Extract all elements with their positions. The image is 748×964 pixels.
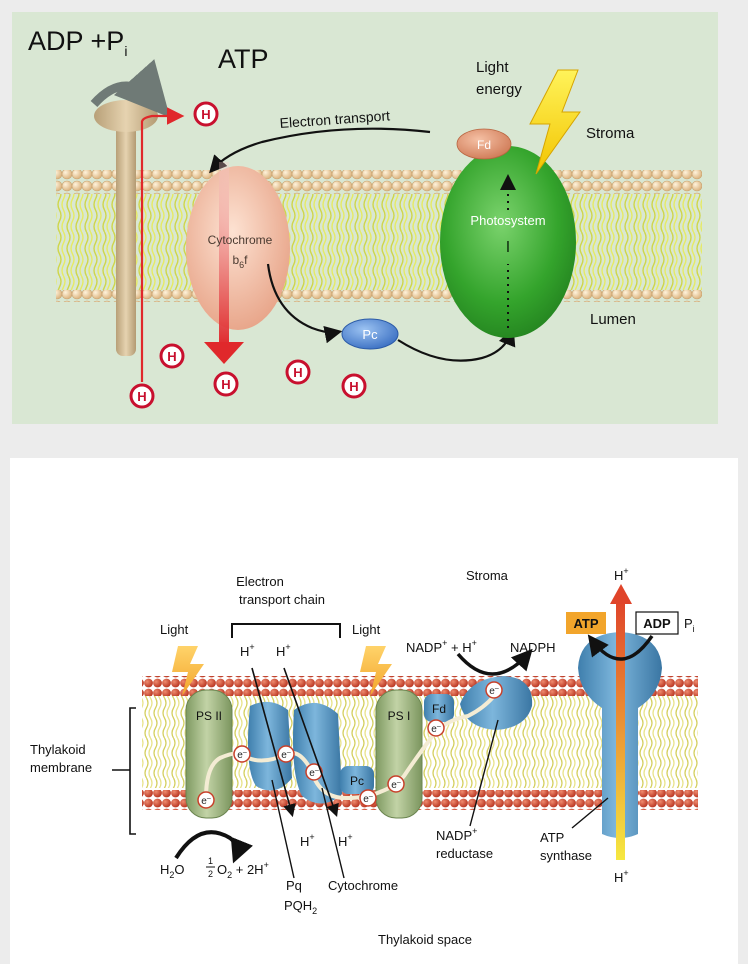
photosystem-i [440,146,576,338]
thylakoid-membrane [56,170,702,302]
atp-label: ATP [218,44,269,74]
svg-text:e–: e– [431,723,441,735]
light-label-right: Light [352,622,381,637]
svg-text:e–: e– [237,749,247,761]
photosystem-label: Photosystem [470,213,546,228]
electron-1 [198,792,214,808]
svg-text:2: 2 [208,869,214,879]
h-plus-lumen-1: H+ [300,832,315,849]
cytochrome-label: Cytochrome [207,233,273,247]
water-splitting-arrow [176,832,237,858]
h-plus-lumen-2: H+ [338,832,353,849]
svg-text:H: H [293,365,303,380]
electron-3 [278,746,294,762]
adp-box-label: ADP [643,616,671,631]
proton-lumen-2 [131,385,153,407]
light-energy-label-line2: energy [476,81,522,98]
fd-label: Fd [476,138,492,152]
svg-text:e–: e– [309,767,319,779]
svg-text:1: 1 [208,856,214,866]
ps2-label: PS II [195,709,223,723]
etc-label-line1: Electron [236,574,284,589]
proton-lumen-1 [161,345,183,367]
photosystem-i-2 [376,690,422,818]
pi-label: $P_i$ [684,616,695,634]
light-energy-label-line1: Light [476,59,509,76]
proton-stroma [195,103,217,125]
proton-channel [616,600,625,860]
svg-text:e–: e– [201,795,211,807]
thylakoid-membrane-label-line1: Thylakoid [30,742,86,757]
nadph-label: NADPH [510,640,556,655]
pc-label: Pc [362,327,378,342]
stroma-label: Stroma [586,125,635,142]
h-plus-atp-top: H+ [614,566,629,583]
electron-transport-label: Electron transport [279,107,391,131]
atp-synthase-label-line1: ATP [540,830,565,845]
svg-text:H: H [167,349,177,364]
adp-pi-label: ADP $+P_i$ [28,26,128,59]
etc-bracket [232,624,340,638]
pqh2-label: $PQH_2$ [284,898,318,916]
pq-label: Pq [286,878,302,893]
svg-text:O2 + 2H+: $O_2 + 2H^+$ [217,860,269,880]
electron-2 [234,746,250,762]
light-reaction-diagram [12,12,718,424]
proton-channel-arrowhead [610,584,632,604]
nadp-plus-h-label: NADP+ + H+ [406,638,477,655]
svg-text:H: H [349,379,359,394]
lumen-label: Lumen [590,311,636,328]
light-label-left: Light [160,622,189,637]
pc-label-2: Pc [349,774,365,788]
membrane-bracket [112,708,136,834]
proton-lumen-5 [343,375,365,397]
electron-6 [388,776,404,792]
atp-box-label: ATP [573,616,599,631]
nadp-reductase-label-line2: reductase [436,846,494,861]
cytochrome-label-2: Cytochrome [328,878,399,893]
nadph-formation-arrow [458,654,528,674]
svg-text:H: H [201,107,211,122]
cytochrome-complex [293,703,342,804]
nadp-reductase-label-line1: NADP+ [436,826,478,843]
half-o2-label [206,856,269,880]
cytochrome-b6f-label: $b_6f$ [232,253,248,270]
svg-text:H: H [137,389,147,404]
svg-text:e–: e– [363,793,373,805]
proton-lumen-4 [287,361,309,383]
electron-8 [486,682,502,698]
svg-text:H: H [221,377,231,392]
h2o-label: $H_2O$ [160,862,185,880]
stroma-label-2: Stroma [466,568,508,583]
etc-label-line2: transport chain [239,592,325,607]
electron-5 [360,790,376,806]
photosystem-numeral: I [505,239,511,256]
thylakoid-space-label: Thylakoid space [378,932,472,947]
h-plus-stroma-1: H+ [240,642,255,659]
proton-lumen-3 [215,373,237,395]
svg-text:e–: e– [489,685,499,697]
ps1-label: PS I [387,709,411,723]
electron-7 [428,720,444,736]
thylakoid-membrane-label-line2: membrane [30,760,93,775]
svg-text:e–: e– [391,779,401,791]
electron-transport-chain-diagram [0,458,748,964]
h-plus-atp-bottom: H+ [614,868,629,885]
h-plus-stroma-2: H+ [276,642,291,659]
fd-label-2: Fd [431,702,447,716]
svg-text:e–: e– [281,749,291,761]
atp-synthase-label-line2: synthase [540,848,593,863]
